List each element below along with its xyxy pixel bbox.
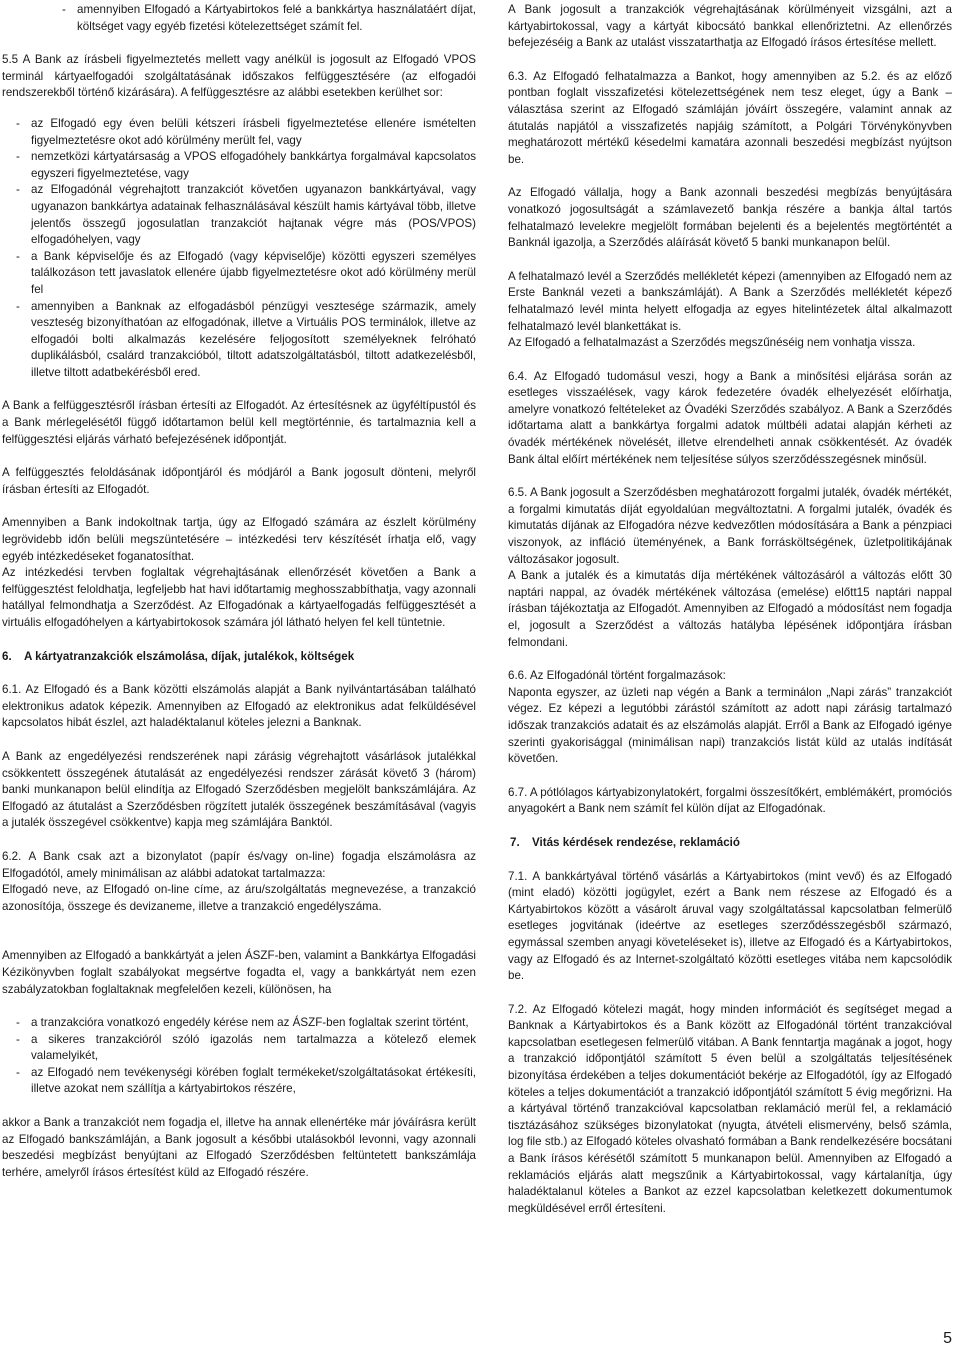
list-item: - amennyiben a Banknak az elfogadásból pénzügyi vesztesége származik, amely veszteség bizonyíthatóan az elfogadónak, illetve a Virtuális POS terminálok, illetve az elfogadói bolti alkalmazás kezelésére feljogosított személyeknek felróható duplikálásból, csalárd tranzakcióból, tiltott adatszolgáltatásból, tiltott adatkezelésből, illetve tiltott adatbekérésből ered. — [16, 299, 476, 382]
list-dash: - — [16, 116, 20, 130]
suspension-conditions-list — [2, 116, 476, 382]
list-item: - a Bank képviselője és az Elfogadó (vagy képviselője) közötti egyszeri személyes találkozáson tett javaslatok ellenére újabb figyelmeztetésre okot adó körülmény merül fel — [16, 249, 476, 299]
section-6-1: 6.1. Az Elfogadó és a Bank közötti elszámolás alapját a Bank nyilvántartásában található elektronikus adatok képezik. Amennyiben az Elfogadó az elektronikus adat felküldésével kapcsolatos hibát észlel, azt haladéktalanul köteles jelezni a Banknak. — [2, 683, 476, 730]
action-plan-paragraph: Amennyiben a Bank indokoltnak tartja, úgy az Elfogadó számára az észlelt körülmény legrövidebb időn belüli megszüntetésére – intézkedési terv készítését írhatja elő, vagy egyéb intézkedéseket foganatosíthat. — [2, 516, 476, 563]
suspension-notice-paragraph: A Bank a felfüggesztésről írásban értesíti az Elfogadót. Az értesítésnek az ügyféltípustól és a Bank mérlegelésétől függő időtartamon belül kell megtörténnie, és tartalmaznia kell a felfüggesztési eljárás várható befejezésének időpontját. — [2, 399, 476, 446]
section-6-5: 6.5. A Bank jogosult a Szerződésben meghatározott forgalmi jutalék, óvadék mértékét, a forgalmi kimutatás díját egyoldalúan megváltoztatni. A forgalmi jutalék, óvadék és kimutatás díjának az Elfogadóra nézve kedvezőtlen módosítására a Bank a pénzpiaci viszonyok, az infláció üteményének, a Bank forrásköltségének, üzletpolitikájának változásakor jogosult. — [508, 486, 952, 566]
list-dash: - — [16, 299, 20, 313]
list-dash: - — [16, 1016, 20, 1030]
section-6-1-transfer: A Bank az engedélyezési rendszerének napi zárásig végrehajtott vásárlások jutalékkal csökkentett összegének átutalását az engedélyezési rendszer zárását követő 3 (három) banki munkanapon belül elindítja az Elfogadó Szerződésben megjelölt bankszámlájára. Az Elfogadó az átutalást a Szerződésben rögzített jutalék összegének beszámításával (vagyis a jutalék összegével csökkentve) kapja meg számlájára Banktól. — [2, 749, 476, 830]
card-rules-paragraph: Amennyiben az Elfogadó a bankkártyát a jelen ÁSZF-ben, valamint a Bankkártya Elfogadási Kézikönyvben foglalt szabályokat megsértve fogadta el, vagy a bankkártyát nem ezen szabályzatokban foglaltaknak megfelelően kezeli, különösen, ha — [2, 949, 476, 996]
section-6-2: 6.2. A Bank csak azt a bizonylatot (papír és/vagy on-line) fogadja elszámolásra az Elfogadótól, amely minimálisan az alábbi adatokat tartalmazza: — [2, 849, 476, 880]
page-number: 5 — [943, 1330, 952, 1347]
list-item: - amennyiben Elfogadó a Kártyabirtokos felé a bankkártya használatáért díjat, költséget vagy egyéb fizetési kötelezettséget számít fel. — [62, 2, 476, 35]
section-6-number: 6. — [2, 649, 12, 663]
section-5-5: 5.5 A Bank az írásbeli figyelmeztetés mellett vagy anélkül is jogosult az Elfogadó VPOS terminál kártyaelfogadói szolgáltatásának időszakos felfüggesztésére (az elfogadói rendszerekből történő kizárására). A felfüggesztésre az alábbi esetekben kerülhet sor: — [2, 53, 476, 100]
right-column — [508, 2, 952, 1234]
list-dash: - — [16, 1032, 20, 1046]
section-6-3-irrevocable: Az Elfogadó a felhatalmazást a Szerződés megszűnéséig nem vonhatja vissza. — [508, 336, 916, 350]
section-6-3: 6.3. Az Elfogadó felhatalmazza a Bankot, hogy amennyiben az 5.2. és az előző pontban foglalt visszafizetési kötelezettségének nem tesz eleget, úgy a Bank – választása szerint az Elfogadó számláján jóváírt összegére, valamint annak az átutalás napjától a visszafizetés napjáig számított, a Polgári Törvénykönyvben meghatározott mértékű késedelmi kamatára azonnali beszedési megbízást nyújtson be. — [508, 69, 952, 166]
action-plan-review-paragraph: Az intézkedési tervben foglaltak végrehajtásának ellenőrzését követően a Bank a felfüggesztést feloldhatja, legfeljebb hat havi időtartamig meghosszabbíthatja, vagy azonnali hatállyal felmondhatja a Szerződést. Az Elfogadónak a kártyaelfogadás felfüggesztését a virtuális elfogadóhelyen a kártyabirtokosok számára jól látható helyen fel kell tüntetnie. — [2, 566, 476, 629]
section-7-heading — [508, 835, 952, 852]
section-7-number: 7. — [510, 835, 520, 849]
section-6-6: 6.6. Az Elfogadónál történt forgalmazások: — [508, 669, 726, 683]
list-dash: - — [16, 1065, 20, 1079]
section-6-5-notice: A Bank a jutalék és a kimutatás díja mértékének változásáról a változás előtt 30 naptári nappal, az óvadék mértékének változása (emelése) előtt15 naptári nappal írásban tájékoztatja az Elfogadót. Amennyiben az Elfogadó a módosítást nem fogadja el, jogosult a Szerződést a változás hatályba lépésének időpontjára írásban felmondani. — [508, 569, 952, 649]
list-dash: - — [62, 3, 66, 16]
left-column — [2, 2, 476, 1198]
section-7-1: 7.1. A bankkártyával történő vásárlás a Kártyabirtokos (mint vevő) és az Elfogadó (mint eladó) közötti jogügylet, ezért a Bank nem részese az Elfogadó és a Kártyabirtokos között a vásárolt áruval vagy szolgáltatással kapcsolatban felmerülő esetleges jogvitának (ideértve az esetleges szerződésszegésből származó, egymással szemben anyagi követeléseket is), illetve az Elfogadó és a Kártyabirtokos, vagy az Elfogadó és az Internet-szolgáltató közötti esetleges vitába nem kapcsolódik be. — [508, 869, 952, 983]
rejection-paragraph: akkor a Bank a tranzakciót nem fogadja el, illetve ha annak ellenértéke már jóváírásra került az Elfogadó bankszámláján, a Bank jogosult a későbbi utalásokból levonni, vagy azonnali beszedési megbízást benyújtani az Elfogadó Szerződésben feltüntetett bankszámlája terhére, amelyről írásos értesítést küld az Elfogadó részére. — [2, 1116, 476, 1179]
list-dash: - — [16, 183, 20, 197]
section-6-title: A kártyatranzakciók elszámolása, díjak, jutalékok, költségek — [24, 649, 355, 663]
list-item: - a sikeres tranzakcióról szóló igazolás nem tartalmazza a kötelező elemek valamelyikét, — [16, 1032, 476, 1065]
list-dash: - — [16, 150, 20, 164]
top-dash-list — [62, 2, 476, 35]
suspension-lift-paragraph: A felfüggesztés feloldásának időpontjáról és módjáról a Bank jogosult dönteni, melyről írásban értesíti az Elfogadót. — [2, 466, 476, 496]
list-item: - a tranzakcióra vonatkozó engedély kérése nem az ÁSZF-ben foglaltak szerint történt, — [16, 1015, 476, 1032]
list-item: - az Elfogadónál végrehajtott tranzakciót követően ugyanazon bankkártyával, vagy ugyanazon bankkártya adatainak felhasználásával készült hamis kártyával több, illetve jelentős összegű jogosulatlan tranzakciót hajtanak végre más (POS/VPOS) elfogadóhelyen, vagy — [16, 182, 476, 248]
section-6-4: 6.4. Az Elfogadó tudomásul veszi, hogy a Bank a minősítési eljárása során az esetleges visszaélések, vagy károk fedezetére óvadék elhelyezését előírhatja, amelyre vonatkozó feltételeket az Óvadéki Szerződés szabályoz. A Bank a Szerződés időtartama alatt a bankkártya forgalmi adatok múltbéli adatai alapján kérheti az óvadék mértékének növelését, illetve elrendelheti annak csökkentését. Az óvadék Bank által előírt mértékének nem teljesítése súlyos szerződésszegésnek minősül. — [508, 369, 952, 466]
list-dash: - — [16, 249, 20, 263]
section-7-title: Vitás kérdések rendezése, reklamáció — [532, 835, 740, 849]
card-rules-list — [16, 1015, 476, 1098]
section-6-2-fields: Elfogadó neve, az Elfogadó on-line címe, az áru/szolgáltatás megnevezése, a tranzakció azonosítója, összege és devizaneme, illetve a tranzakció engedélyszáma. — [2, 883, 476, 913]
list-item: - az Elfogadó nem tevékenységi körében foglalt termékeket/szolgáltatásokat értékesíti, illetve azokat nem szállítja a kártyabirtokos részére, — [16, 1065, 476, 1098]
verification-paragraph: A Bank jogosult a tranzakciók végrehajtásának körülményeit vizsgálni, azt a kártyabirtokossal, vagy a kártyát kibocsátó bankkal ellenőriztetni. Az ellenőrzés befejezéséig a Bank az utalást visszatarthatja az Elfogadó írásos értesítése mellett. — [508, 3, 952, 50]
section-6-3-letter: A felhatalmazó levél a Szerződés mellékletét képezi (amennyiben az Elfogadó nem az Erste Banknál vezeti a bankszámláját). A Bank a Szerződés mellékletét képező felhatalmazó levél minta helyett elfogadja az egyes hitelintézetek által alkalmazott felhatalmazó levél blankettákat is. — [508, 269, 952, 333]
list-item: - az Elfogadó egy éven belüli kétszeri írásbeli figyelmeztetése ellenére ismételten figyelmeztetésre okot adó körülmény merült fel, vagy — [16, 116, 476, 149]
list-item: - nemzetközi kártyatársaság a VPOS elfogadóhely bankkártya forgalmával kapcsolatos egyszeri figyelmeztetése, vagy — [16, 149, 476, 182]
section-6-heading — [2, 649, 476, 666]
section-6-3-authorization: Az Elfogadó vállalja, hogy a Bank azonnali beszedési megbízás benyújtására vonatkozó jogosultságát a számlavezető bankja részére a bankja által tartós felhatalmazó levelekre megjelölt formában bejelenti és a bejelentés megtörténtét a Banknál igazolja, a Szerződés aláírását követő 5 banki munkanapon belül. — [508, 186, 952, 250]
section-6-7: 6.7. A pótlólagos kártyabizonylatokért, forgalmi összesítőkért, emblémákért, promóciós anyagokért a Bank nem számít fel külön díjat az Elfogadónak. — [508, 785, 952, 816]
section-6-6-daily-close: Naponta egyszer, az üzleti nap végén a Bank a terminálon „Napi zárás” tranzakciót végez. Ez képezi a legutóbbi zárástól számított az adott napi zárásig tartalmazó időszak tranzakciós adatait és az elszámolás alapját. Erről a Bank az Elfogadó igénye szerinti gyakorisággal (minimálisan napi) tranzakciós listát küld az utalás indítását követően. — [508, 685, 952, 766]
section-7-2: 7.2. Az Elfogadó kötelezi magát, hogy minden információt és segítséget megad a Banknak a Kártyabirtokos és a Bank között az Elfogadónál történt tranzakcióval kapcsolatban esetlegesen felmerülő vitában. A Bank fenntartja magának a jogot, hogy a tranzakció időpontjától számított 5 éven belül a szolgáltatás teljesítésének bizonyítása érdekében a teljes dokumentációt bekérje az Elfogadótól, így az Elfogadó köteles a teljes dokumentációt a tranzakció időpontjától számított 5 évig megőrizni. Ha a kártyával történő tranzakcióval kapcsolatban reklamáció merül fel, a reklamáció tisztázásához szükséges bizonylatokat (nyugta, átvételi elismervény, belső számla, log file stb.) az Elfogadó köteles olvasható formában a Bank rendelkezésére bocsátani a Bank írásos kérésétől számított 5 munkanapon belül. Amennyiben az Elfogadó a reklamációs eljárás alatt megszűnik a Kártyabirtokossal, vagy kártalanítja, úgy haladéktalanul köteles a Bankot az ezzel kapcsolatban keletkezett dokumentumok megküldésével erről értesíteni. — [508, 1002, 952, 1215]
